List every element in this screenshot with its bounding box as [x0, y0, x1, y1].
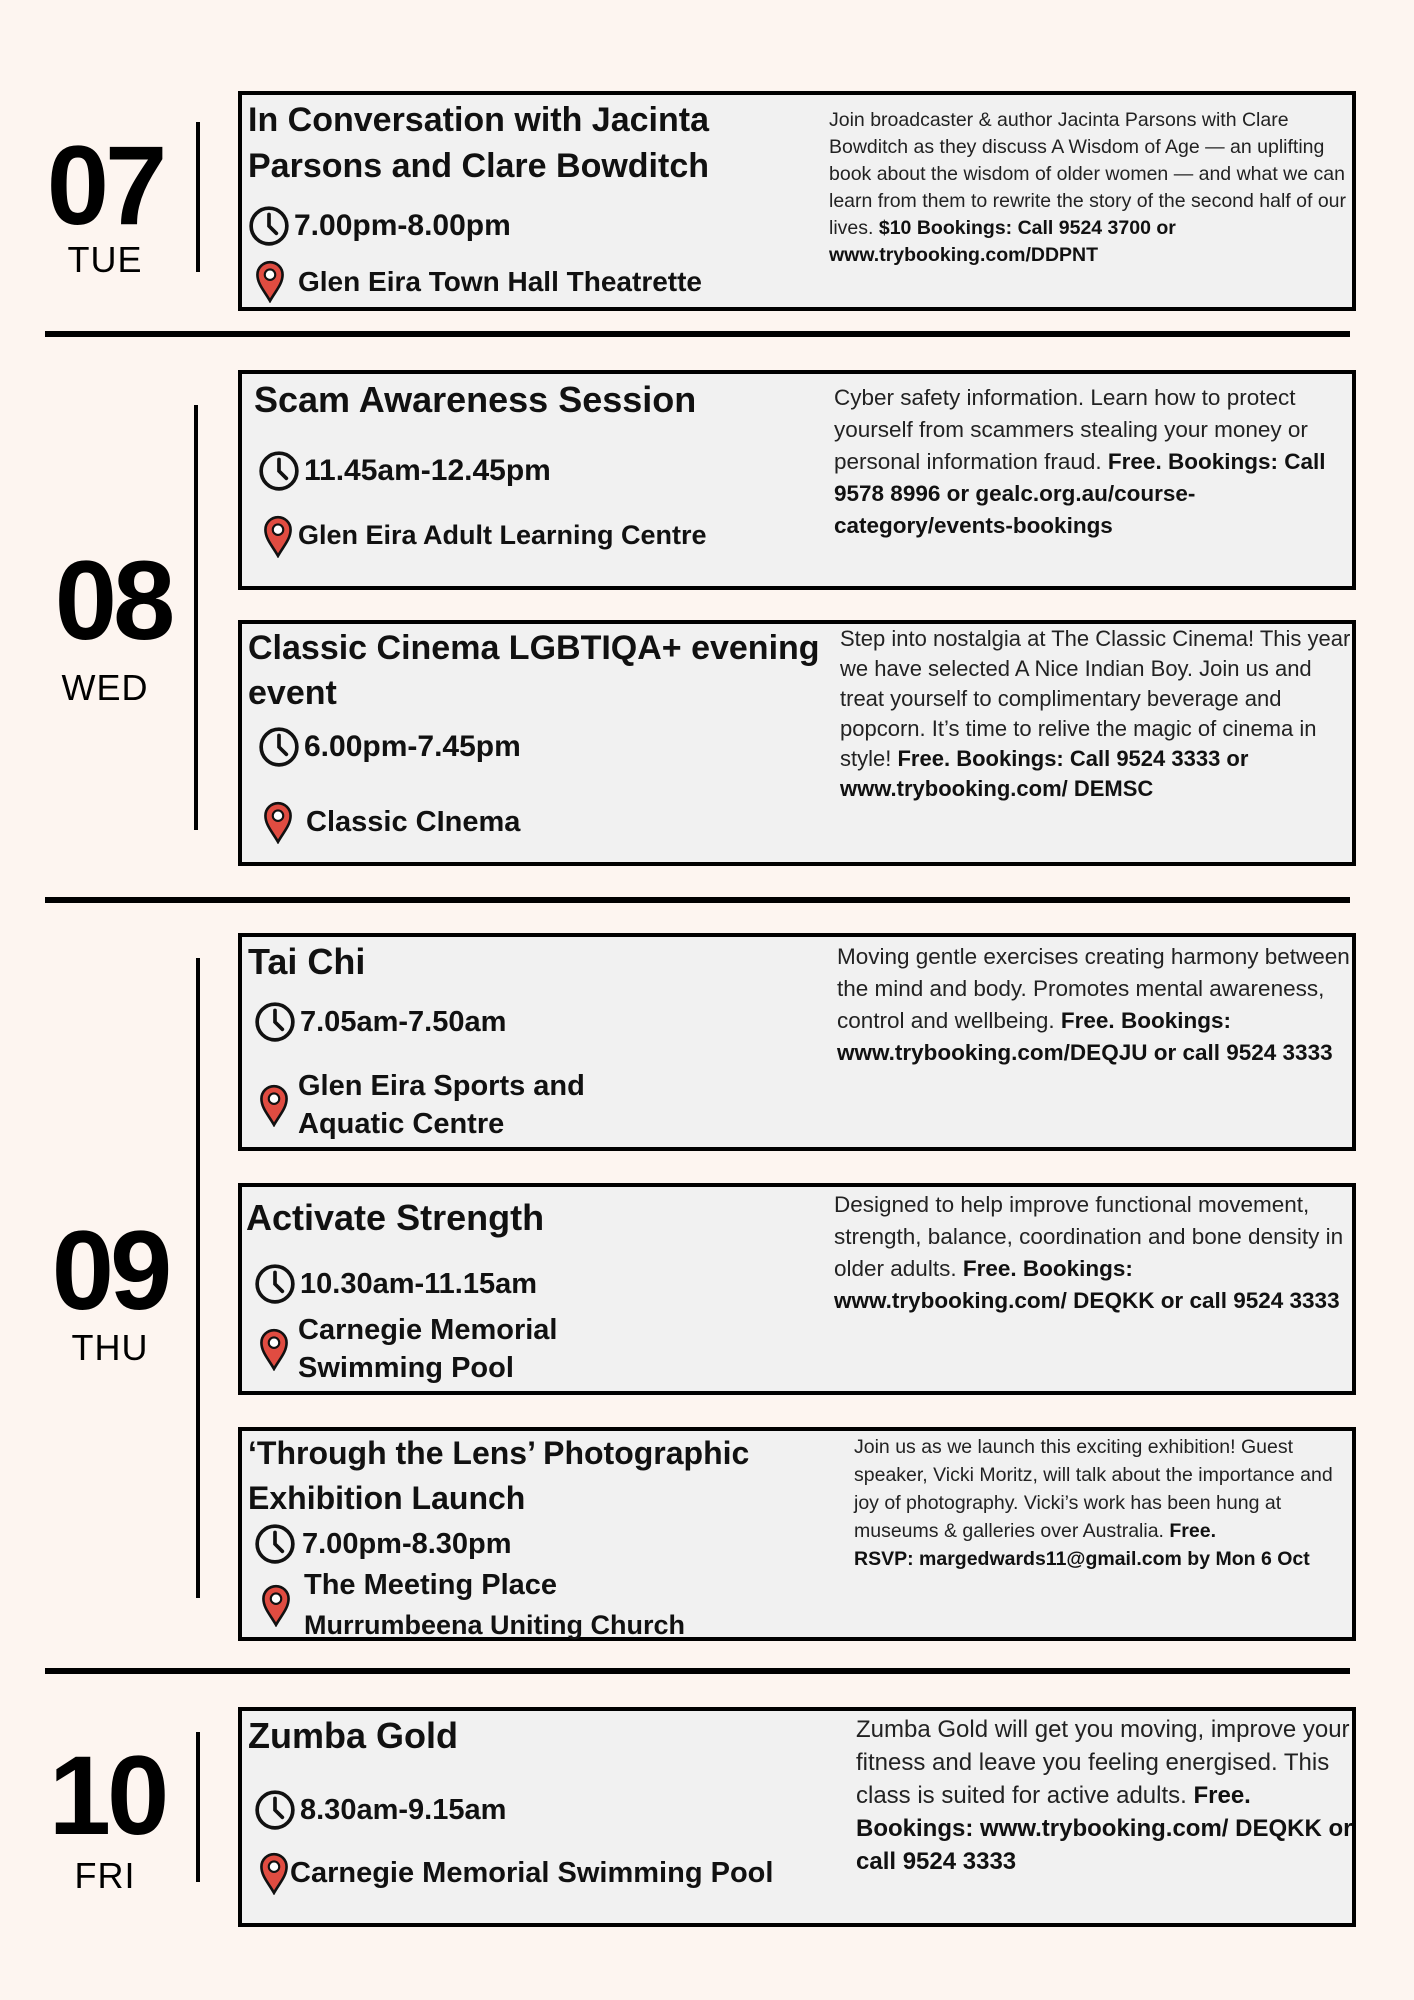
event-location: [258, 1067, 618, 1143]
event-booking: Bookings: Call 9524 3700 or www.trybooking.com/DDPNT: [829, 217, 1176, 266]
day-number: 09: [51, 1208, 169, 1333]
clock-icon: [258, 450, 300, 492]
event-location-lines: [304, 1565, 685, 1645]
event-location: [254, 259, 702, 303]
event-price: Free.: [1193, 1782, 1251, 1809]
event-location-subtext: Murrumbeena Uniting Church: [304, 1610, 686, 1640]
event-location: [260, 1565, 685, 1645]
day-name: TUE: [67, 239, 143, 280]
event-time: [254, 1789, 506, 1831]
clock-icon: [254, 1001, 296, 1043]
event-card: [238, 370, 1356, 590]
day-number: 07: [46, 123, 164, 248]
event-time-text: 8.30am-9.15am: [300, 1793, 507, 1826]
event-description: [829, 107, 1354, 269]
section-separator: [45, 331, 1350, 337]
event-card: [238, 1707, 1356, 1927]
event-time-text: 7.00pm-8.00pm: [294, 209, 511, 243]
event-description-text: Designed to help improve functional movement, strength, balance, coordination and bone density in older adults.: [834, 1192, 1344, 1281]
event-time: [254, 1001, 506, 1043]
location-pin-icon: [254, 259, 286, 303]
clock-icon: [254, 1789, 296, 1831]
event-description: [854, 1433, 1354, 1573]
day-number: 08: [54, 538, 172, 663]
event-price: $10: [878, 217, 912, 239]
event-booking: Bookings: www.trybooking.com/DEQJU or call 9524 3333: [837, 1008, 1333, 1065]
event-booking: Bookings: www.trybooking.com/ DEQKK or call 9524 3333: [856, 1815, 1353, 1875]
event-description: [856, 1713, 1358, 1878]
event-card: [238, 1183, 1356, 1395]
event-description: [840, 624, 1352, 804]
day-divider: [196, 122, 200, 272]
event-booking: RSVP: margedwards11@gmail.com by Mon 6 Oct: [854, 1548, 1310, 1570]
event-price: Free.: [1169, 1520, 1216, 1542]
event-location-text: Classic CInema: [306, 805, 521, 838]
event-description-text: Join broadcaster & author Jacinta Parsons with Clare Bowditch as they discuss A Wisdom of Age — an uplifting book about the wisdom of older women — and what we can learn from them to rewrite the story of the second half of our lives.: [829, 109, 1346, 239]
event-time: [254, 1263, 537, 1305]
day-divider: [194, 405, 198, 830]
clock-icon: [248, 205, 290, 247]
event-title: ‘Through the Lens’ Photographic Exhibition Launch: [248, 1435, 750, 1516]
event-booking: Bookings: Call 9578 8996 or gealc.org.au/course-category/events-bookings: [834, 449, 1326, 538]
event-location: [258, 1311, 628, 1387]
event-time: [248, 205, 511, 247]
event-title: Tai Chi: [248, 941, 366, 982]
event-card: [238, 933, 1356, 1151]
event-location-text: Glen Eira Adult Learning Centre: [298, 520, 707, 551]
event-location-text: Carnegie Memorial Swimming Pool: [298, 1314, 558, 1384]
clock-icon: [254, 1523, 296, 1565]
event-location-text: The Meeting Place: [304, 1569, 558, 1601]
event-time: [254, 1523, 512, 1565]
day-name: WED: [61, 667, 149, 708]
event-location-text: Carnegie Memorial Swimming Pool: [290, 1856, 774, 1889]
event-card: [238, 91, 1356, 311]
event-booking: Bookings: Call 9524 3333 or www.trybooking.com/ DEMSC: [840, 746, 1249, 801]
event-description: [837, 941, 1357, 1069]
day-number: 10: [48, 1733, 166, 1858]
event-card: [238, 620, 1356, 866]
event-description-text: Step into nostalgia at The Classic Cinema! This year we have selected A Nice Indian Boy. Join us and treat yourself to complimentary beverage and popcorn. It’s time to relive the magic of cinema in style!: [840, 626, 1351, 771]
event-location-text: Glen Eira Town Hall Theatrette: [298, 265, 703, 297]
event-time-text: 7.05am-7.50am: [300, 1005, 507, 1038]
event-booking: Bookings: www.trybooking.com/ DEQKK or call 9524 3333: [834, 1256, 1340, 1313]
event-location: [258, 1851, 773, 1895]
day-divider: [196, 1732, 200, 1882]
event-description: [834, 1189, 1356, 1317]
location-pin-icon: [258, 1851, 290, 1895]
event-location: [262, 800, 520, 844]
event-time-text: 7.00pm-8.30pm: [302, 1527, 512, 1560]
event-price: Free.: [962, 1256, 1017, 1281]
event-time-text: 6.00pm-7.45pm: [304, 730, 521, 764]
event-description-text: Zumba Gold will get you moving, improve your fitness and leave you feeling energised. This class is suited for active adults.: [856, 1716, 1350, 1809]
event-price: Free.: [897, 746, 951, 771]
clock-icon: [254, 1263, 296, 1305]
event-time: [258, 450, 551, 492]
day-name: THU: [71, 1327, 149, 1368]
event-price: Free.: [1107, 449, 1162, 474]
event-title: Scam Awareness Session: [254, 379, 697, 420]
clock-icon: [258, 726, 300, 768]
event-description: [834, 382, 1356, 542]
section-separator: [45, 1668, 1350, 1674]
event-description-text: Cyber safety information. Learn how to protect yourself from scammers stealing your money or personal information fraud.: [834, 385, 1308, 474]
event-description-text: Moving gentle exercises creating harmony between the mind and body. Promotes mental awareness, control and wellbeing.: [837, 944, 1350, 1033]
location-pin-icon: [262, 514, 294, 558]
event-description-text: Join us as we launch this exciting exhibition! Guest speaker, Vicki Moritz, will talk about the importance and joy of photography. Vicki’s work has been hung at museums & galleries over Australia.: [854, 1436, 1333, 1542]
event-time: [258, 726, 521, 768]
location-pin-icon: [258, 1083, 290, 1127]
event-time-text: 11.45am-12.45pm: [304, 454, 551, 488]
location-pin-icon: [258, 1327, 290, 1371]
event-title: Zumba Gold: [248, 1715, 458, 1756]
day-name: FRI: [74, 1855, 136, 1896]
event-price: Free.: [1060, 1008, 1115, 1033]
event-title: Activate Strength: [246, 1197, 545, 1238]
event-title: In Conversation with Jacinta Parsons and Clare Bowditch: [248, 101, 709, 185]
location-pin-icon: [262, 800, 294, 844]
event-card: [238, 1427, 1356, 1641]
event-time-text: 10.30am-11.15am: [300, 1267, 538, 1300]
day-divider: [196, 958, 200, 1598]
event-title: Classic Cinema LGBTIQA+ evening event: [248, 629, 820, 712]
section-separator: [45, 897, 1350, 903]
event-location: [262, 514, 707, 558]
event-location-text: Glen Eira Sports and Aquatic Centre: [298, 1070, 585, 1140]
location-pin-icon: [260, 1583, 292, 1627]
